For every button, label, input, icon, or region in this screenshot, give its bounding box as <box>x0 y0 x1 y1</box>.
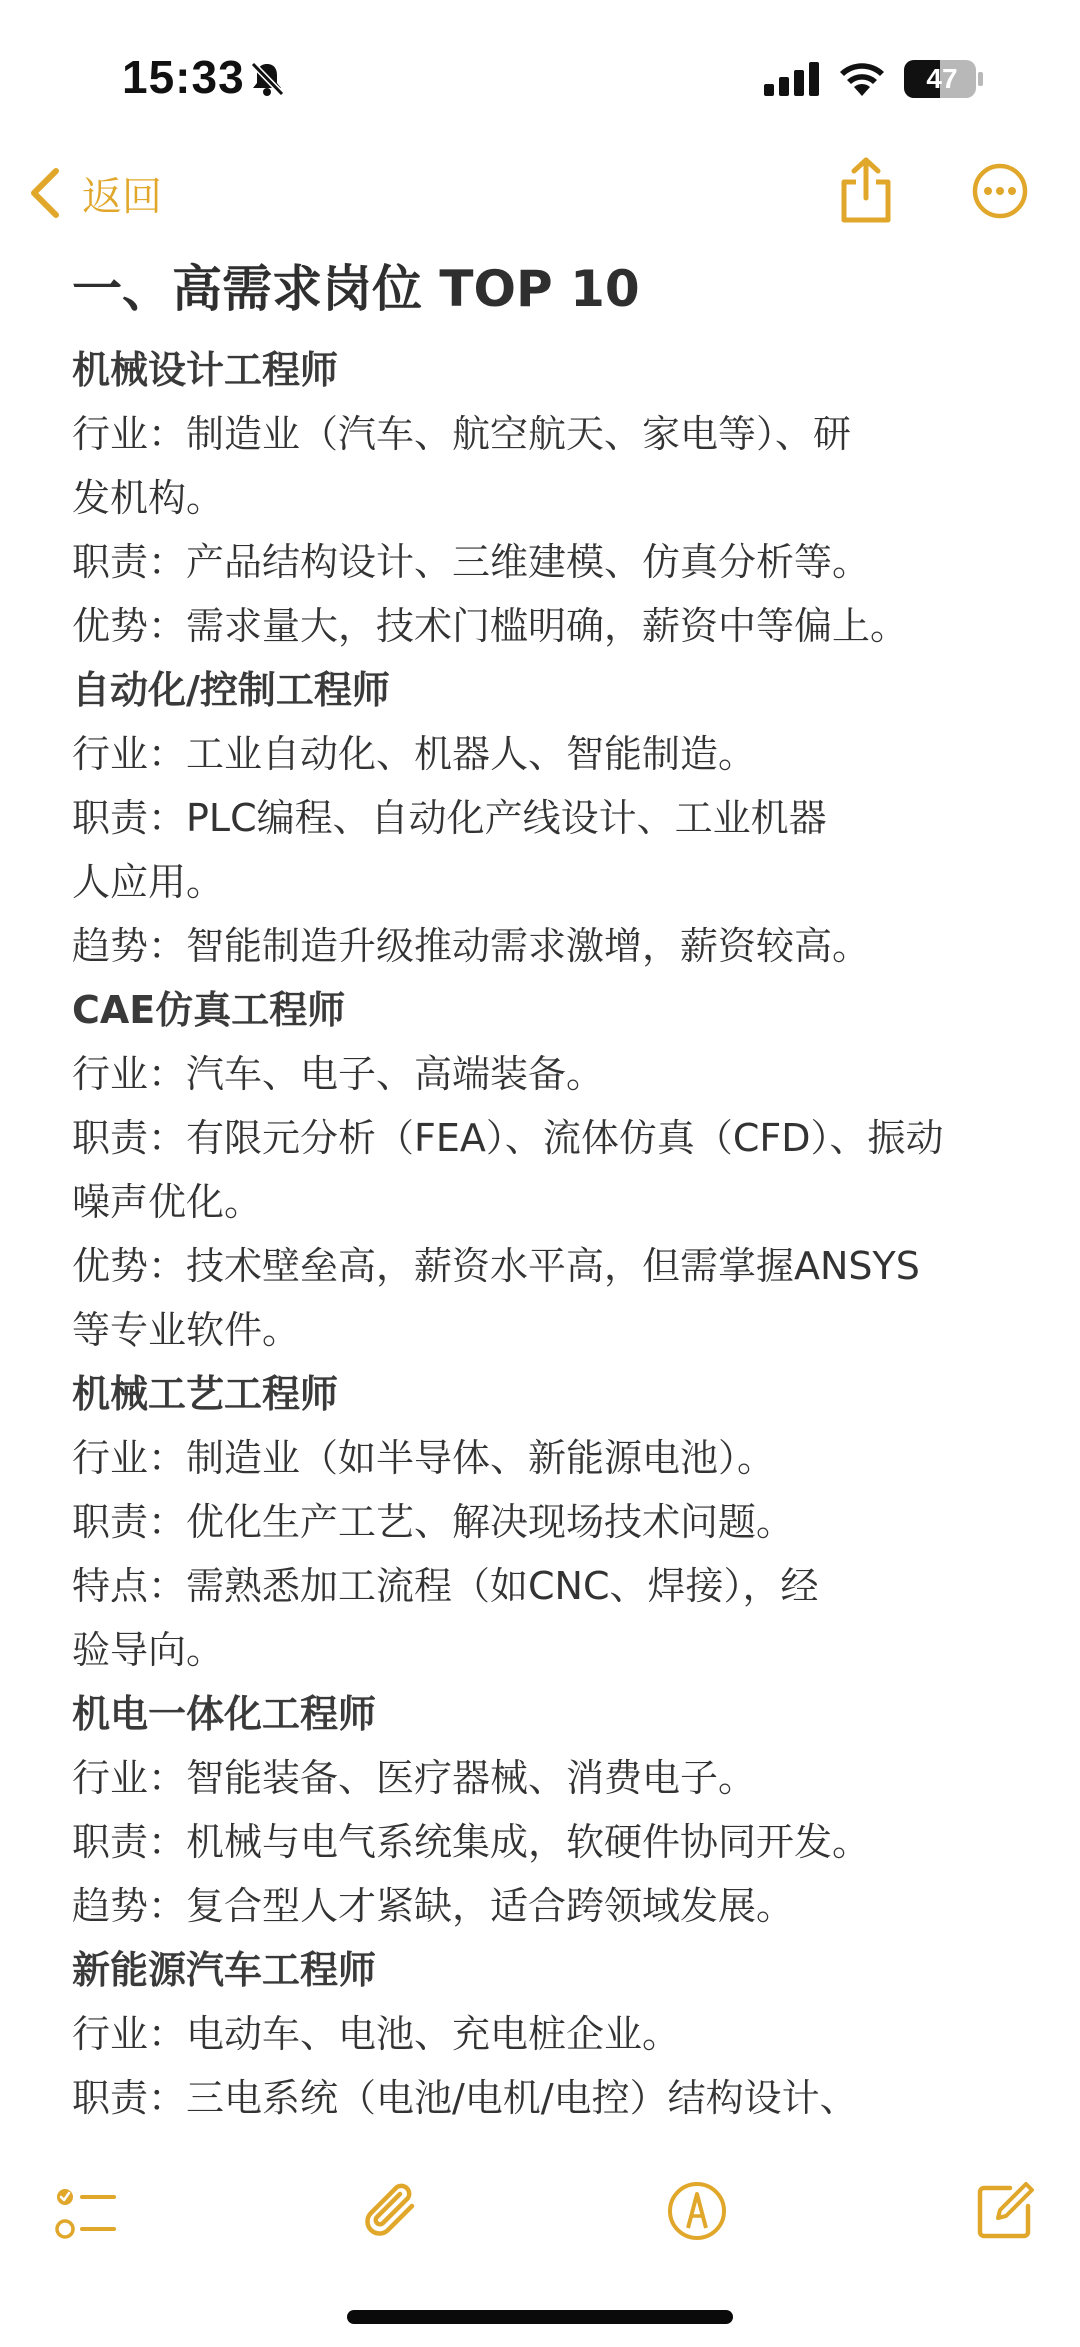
detail-line: 发机构。 <box>72 476 225 520</box>
wifi-icon <box>836 58 888 98</box>
detail-line: 行业：汽车、电子、高端装备。 <box>72 1052 605 1096</box>
detail-line: 职责：产品结构设计、三维建模、仿真分析等。 <box>72 540 871 584</box>
detail-line: 噪声优化。 <box>72 1180 263 1224</box>
role-title: 机电一体化工程师 <box>72 1692 377 1736</box>
detail-line: 职责：优化生产工艺、解决现场技术问题。 <box>72 1500 795 1544</box>
detail-line: 行业：制造业（汽车、航空航天、家电等）、研 <box>72 412 852 456</box>
role-title: CAE仿真工程师 <box>72 988 346 1032</box>
role-title: 新能源汽车工程师 <box>72 1948 377 1992</box>
note-heading: 一、高需求岗位 TOP 10 <box>72 260 640 318</box>
home-indicator[interactable] <box>347 2310 733 2324</box>
compose-icon[interactable] <box>974 2180 1036 2242</box>
detail-line: 特点：需熟悉加工流程（如CNC、焊接），经 <box>72 1564 819 1608</box>
cellular-signal-icon <box>764 62 824 96</box>
detail-line: 行业：电动车、电池、充电桩企业。 <box>72 2012 681 2056</box>
detail-line: 优势：技术壁垒高，薪资水平高，但需掌握ANSYS <box>72 1244 920 1288</box>
note-body[interactable] <box>72 256 1032 2146</box>
detail-line: 优势：需求量大，技术门槛明确，薪资中等偏上。 <box>72 604 909 648</box>
detail-line: 职责：PLC编程、自动化产线设计、工业机器 <box>72 796 827 840</box>
status-time: 15:33 <box>122 51 245 103</box>
status-bar <box>0 0 1080 150</box>
markup-pen-icon[interactable] <box>666 2180 728 2242</box>
checklist-icon[interactable] <box>54 2184 116 2246</box>
bell-off-icon <box>248 60 286 98</box>
detail-line: 趋势：复合型人才紧缺，适合跨领域发展。 <box>72 1884 795 1928</box>
role-title: 自动化/控制工程师 <box>72 668 390 712</box>
role-section <box>72 658 1032 978</box>
back-button[interactable] <box>28 160 162 226</box>
role-section <box>72 1362 1032 1682</box>
detail-line: 行业：智能装备、医疗器械、消费电子。 <box>72 1756 757 1800</box>
role-title: 机械设计工程师 <box>72 348 339 392</box>
detail-line: 趋势：智能制造升级推动需求激增，薪资较高。 <box>72 924 871 968</box>
detail-line: 行业：工业自动化、机器人、智能制造。 <box>72 732 757 776</box>
attachment-icon[interactable] <box>360 2180 422 2242</box>
detail-line: 职责：机械与电气系统集成，软硬件协同开发。 <box>72 1820 871 1864</box>
detail-line: 职责：有限元分析（FEA）、流体仿真（CFD）、振动 <box>72 1116 944 1160</box>
detail-line: 人应用。 <box>72 860 225 904</box>
role-section <box>72 1938 1032 2130</box>
role-section <box>72 978 1032 1362</box>
battery-level: 47 <box>926 63 958 94</box>
detail-line: 等专业软件。 <box>72 1308 301 1352</box>
detail-line: 验导向。 <box>72 1628 225 1672</box>
more-icon[interactable] <box>972 163 1028 219</box>
back-label: 返回 <box>82 173 162 220</box>
detail-line: 职责：三电系统（电池/电机/电控）结构设计、 <box>72 2076 858 2120</box>
detail-line: 行业：制造业（如半导体、新能源电池）。 <box>72 1436 776 1480</box>
role-section <box>72 1682 1032 1938</box>
role-title: 机械工艺工程师 <box>72 1372 339 1416</box>
role-section <box>72 338 1032 658</box>
chevron-left-icon <box>28 167 62 219</box>
share-icon[interactable] <box>836 156 896 224</box>
